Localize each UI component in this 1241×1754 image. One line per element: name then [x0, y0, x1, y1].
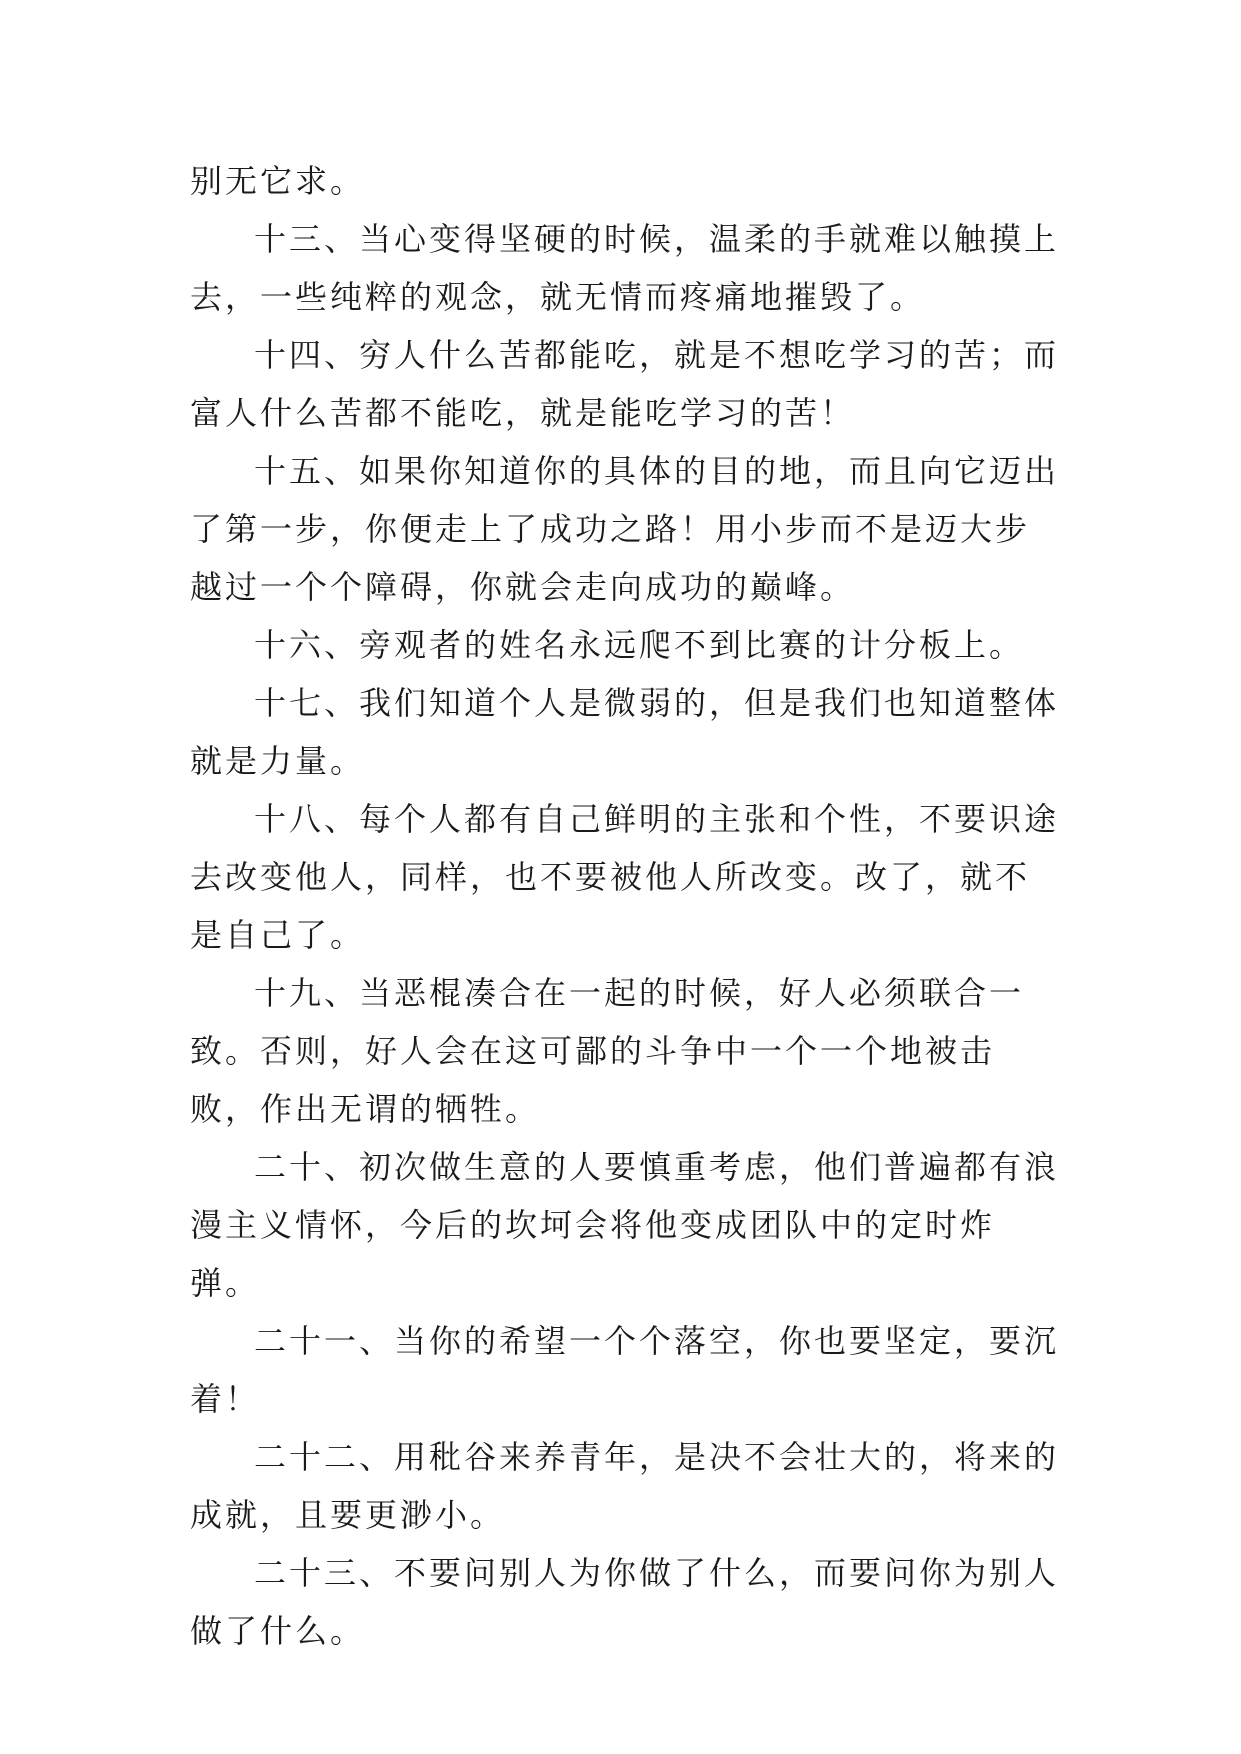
paragraph-21: 二十一、当你的希望一个个落空，你也要坚定，要沉着！ [190, 1322, 1060, 1418]
paragraph-23: 二十三、不要问别人为你做了什么，而要问你为别人做了什么。 [190, 1554, 1060, 1650]
paragraph-15: 十五、如果你知道你的具体的目的地，而且向它迈出了第一步，你便走上了成功之路！用小步而不是迈大步越过一个个障碍，你就会走向成功的巅峰。 [190, 452, 1060, 606]
paragraph-continuation: 别无它求。 [190, 162, 366, 200]
paragraph-14: 十四、穷人什么苦都能吃，就是不想吃学习的苦；而富人什么苦都不能吃，就是能吃学习的苦！ [190, 336, 1060, 432]
paragraph-18: 十八、每个人都有自己鲜明的主张和个性，不要识途去改变他人，同样，也不要被他人所改变。改了，就不是自己了。 [190, 800, 1060, 954]
paragraph-19: 十九、当恶棍凑合在一起的时候，好人必须联合一致。否则，好人会在这可鄙的斗争中一个一个地被击败，作出无谓的牺牲。 [190, 974, 1025, 1128]
paragraph-20: 二十、初次做生意的人要慎重考虑，他们普遍都有浪漫主义情怀，今后的坎坷会将他变成团队中的定时炸弹。 [190, 1148, 1060, 1302]
document-body [190, 152, 1060, 1660]
paragraph-17: 十七、我们知道个人是微弱的，但是我们也知道整体就是力量。 [190, 684, 1060, 780]
paragraph-22: 二十二、用秕谷来养青年，是决不会壮大的，将来的成就，且要更渺小。 [190, 1438, 1060, 1534]
paragraph-13: 十三、当心变得坚硬的时候，温柔的手就难以触摸上去，一些纯粹的观念，就无情而疼痛地摧毁了。 [190, 220, 1060, 316]
paragraph-16: 十六、旁观者的姓名永远爬不到比赛的计分板上。 [254, 626, 1025, 664]
